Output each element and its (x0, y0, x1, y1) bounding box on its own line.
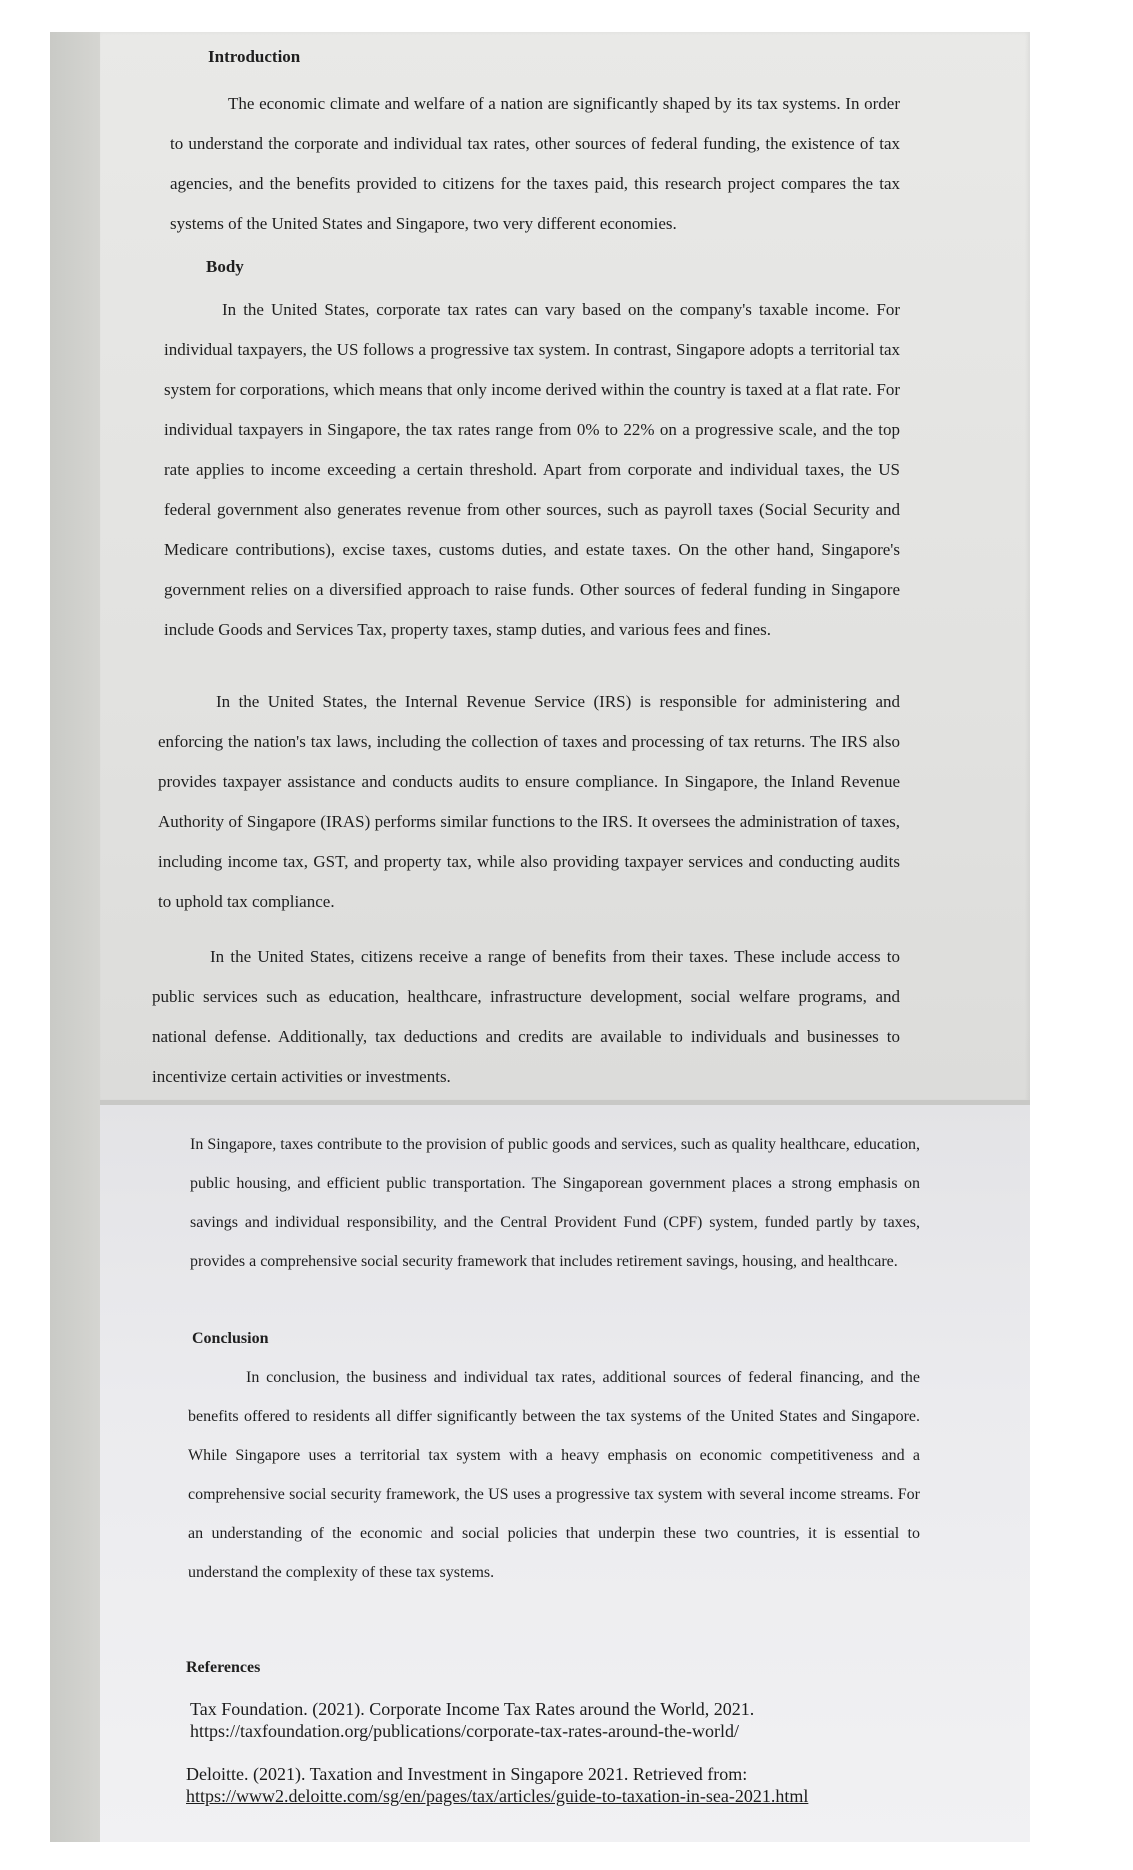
reference-citation: Deloitte. (2021). Taxation and Investment in Singapore 2021. Retrieved from: (186, 1764, 748, 1784)
body-heading: Body (206, 257, 244, 276)
introduction-heading: Introduction (208, 47, 301, 66)
reference-item-1 (190, 1698, 950, 1742)
background-shadow (50, 32, 104, 1842)
reference-url[interactable]: https://www2.deloitte.com/sg/en/pages/tax/articles/guide-to-taxation-in-sea-2021.html (186, 1786, 809, 1806)
reference-item-2 (186, 1763, 966, 1807)
document-sheet-bottom (100, 1105, 1030, 1842)
body-paragraph-3: In the United States, citizens receive a range of benefits from their taxes. These include access to public services such as education, healthcare, infrastructure development, social welfare programs, and national defense. Additionally, tax deductions and credits are available to individuals and businesses to incentivize certain activities or investments. (152, 947, 900, 1086)
body-paragraph-4: In Singapore, taxes contribute to the provision of public goods and services, such as quality healthcare, education, public housing, and efficient public transportation. The Singaporean government places a strong emphasis on savings and individual responsibility, and the Central Provident Fund (CPF) system, funded partly by taxes, provides a comprehensive social security framework that includes retirement savings, housing, and healthcare. (190, 1136, 920, 1270)
reference-url[interactable]: https://taxfoundation.org/publications/corporate-tax-rates-around-the-world/ (190, 1721, 740, 1741)
document-sheet-top (100, 32, 1030, 1102)
reference-citation: Tax Foundation. (2021). Corporate Income Tax Rates around the World, 2021. (190, 1699, 755, 1719)
conclusion-paragraph: In conclusion, the business and individual tax rates, additional sources of federal financing, and the benefits offered to residents all differ significantly between the tax systems of the United States and Singapore. While Singapore uses a territorial tax system with a heavy emphasis on economic competitiveness and a comprehensive social security framework, the US uses a progressive tax system with several income streams. For an understanding of the economic and social policies that underpin these two countries, it is essential to understand the complexity of these tax systems. (188, 1369, 920, 1581)
conclusion-heading: Conclusion (192, 1330, 269, 1347)
body-paragraph-1: In the United States, corporate tax rates can vary based on the company's taxable income. For individual taxpayers, the US follows a progressive tax system. In contrast, Singapore adopts a territorial tax system for corporations, which means that only income derived within the country is taxed at a flat rate. For individual taxpayers in Singapore, the tax rates range from 0% to 22% on a progressive scale, and the top rate applies to income exceeding a certain threshold. Apart from corporate and individual taxes, the US federal government also generates revenue from other sources, such as payroll taxes (Social Security and Medicare contributions), excise taxes, customs duties, and estate taxes. On the other hand, Singapore's government relies on a diversified approach to raise funds. Other sources of federal funding in Singapore include Goods and Services Tax, property taxes, stamp duties, and various fees and fines. (164, 300, 900, 639)
references-heading: References (186, 1659, 261, 1676)
introduction-paragraph: The economic climate and welfare of a nation are significantly shaped by its tax systems. In order to understand the corporate and individual tax rates, other sources of federal funding, the existence of tax agencies, and the benefits provided to citizens for the taxes paid, this research project compares the tax systems of the United States and Singapore, two very different economies. (170, 94, 900, 233)
body-paragraph-2: In the United States, the Internal Revenue Service (IRS) is responsible for administering and enforcing the nation's tax laws, including the collection of taxes and processing of tax returns. The IRS also provides taxpayer assistance and conducts audits to ensure compliance. In Singapore, the Inland Revenue Authority of Singapore (IRAS) performs similar functions to the IRS. It oversees the administration of taxes, including income tax, GST, and property tax, while also providing taxpayer services and conducting audits to uphold tax compliance. (158, 692, 900, 911)
